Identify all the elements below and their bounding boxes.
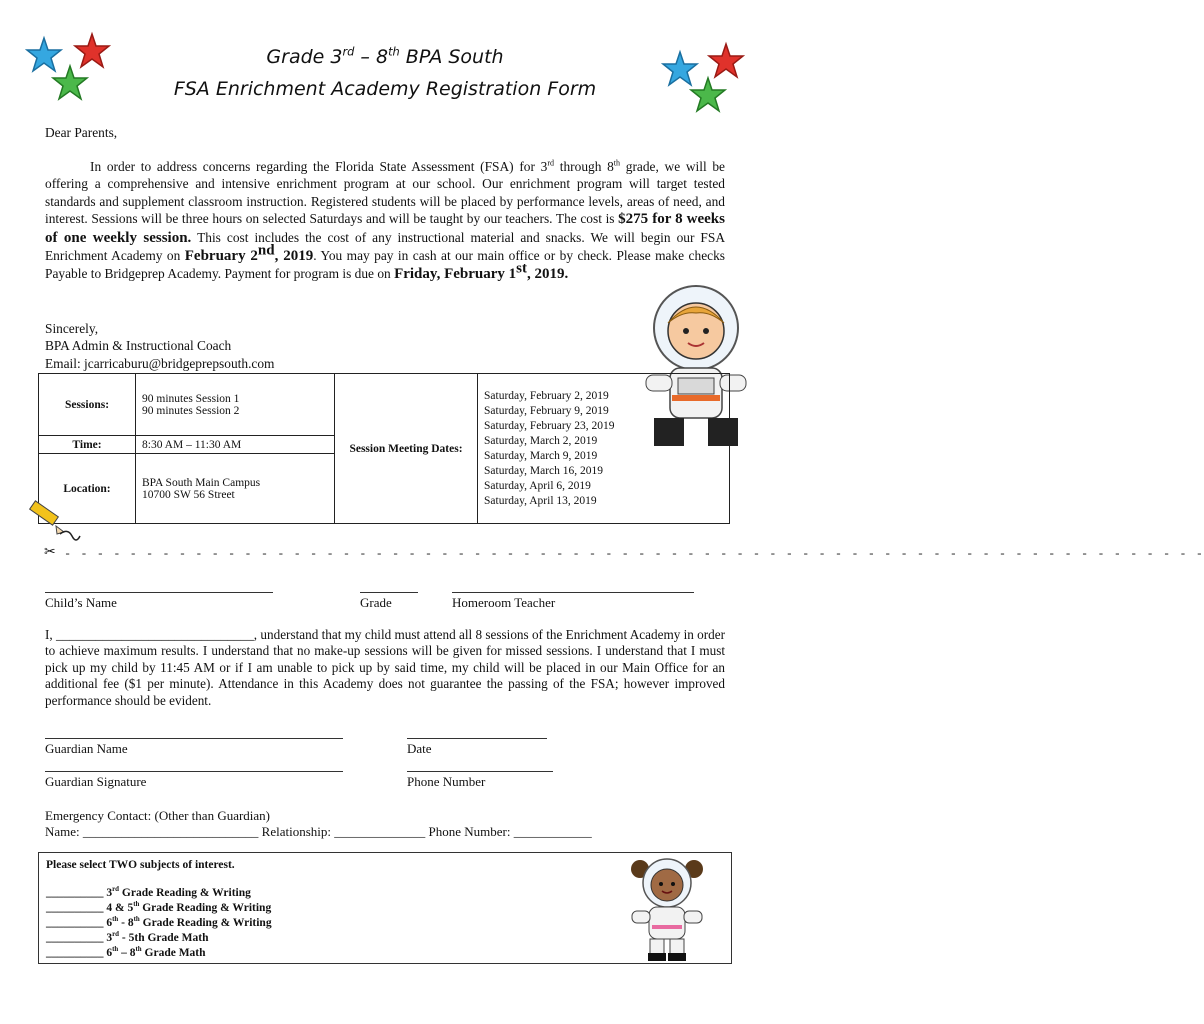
sessions-label: Sessions:	[39, 374, 136, 436]
subject-option[interactable]	[46, 886, 272, 901]
letter-closing: Sincerely, BPA Admin & Instructional Coach Email: jcarricaburu@bridgeprepsouth.com	[45, 321, 275, 371]
subject-label: 6	[103, 947, 113, 959]
sessions-value: 90 minutes Session 1 90 minutes Session 2	[136, 374, 335, 436]
subject-label: 6	[103, 917, 113, 929]
subject-blank: __________	[46, 932, 104, 944]
phone-number-label: Phone Number	[407, 774, 486, 789]
subject-option[interactable]	[46, 931, 272, 946]
pencil-icon	[26, 500, 82, 544]
agreement-text: I, ______________________________, understand that my child must attend all 8 sessions of the Enrichment Academy in order to achieve maximum results. I understand that no make-up sessions will be given for missed sessions. I understand that I must pick up my child by 11:45 AM or if I am unable to pick up by said time, my child will be placed in our Main Office for an additional fee ($1 per minute). Attendance in this Academy does not guarantee the passing of the FSA; however improved performance should be evident.	[45, 627, 725, 708]
meeting-date: Saturday, March 16, 2019	[484, 464, 604, 477]
subject-label: 4 & 5	[103, 902, 134, 914]
subject-label: 3	[103, 887, 113, 899]
meeting-dates-label: Session Meeting Dates:	[335, 374, 478, 524]
subject-blank: __________	[46, 887, 104, 899]
meeting-date: Saturday, March 2, 2019	[484, 434, 598, 447]
homeroom-field[interactable]	[452, 592, 694, 593]
emergency-contact-title: Emergency Contact: (Other than Guardian)	[45, 808, 271, 823]
grade-label: Grade	[360, 595, 392, 610]
date-label: Date	[407, 741, 432, 756]
meeting-date: Saturday, February 9, 2019	[484, 404, 609, 417]
subject-label: th	[135, 946, 142, 954]
subject-option[interactable]	[46, 946, 272, 961]
subject-label: th	[133, 916, 140, 924]
subject-label: th	[133, 901, 140, 909]
meeting-date: Saturday, March 9, 2019	[484, 449, 598, 462]
guardian-name-field[interactable]	[45, 738, 343, 739]
subject-label: Grade Reading & Writing	[119, 887, 251, 899]
letter-body: In order to address concerns regarding the Florida State Assessment (FSA) for 3rd through 8th grade, we will be offering a comprehensive and intensive enrichment program at our school. Our enrichment program will target tested standards and supplement classroom instruction. Registered students will be placed by performance levels, areas of need, and interest. Sessions will be three hours on selected Saturdays and will be taught by our teachers. The cost is $275 for 8 weeks of one weekly session. This cost includes the cost of any instructional material and snacks. We will begin our FSA Enrichment Academy on February 2nd, 2019. You may pay in cash at our main office or by check. Please make checks Payable to Bridgeprep Academy. Payment for program is due on Friday, February 1st, 2019.	[45, 158, 726, 283]
child-name-field[interactable]	[45, 592, 273, 593]
page-subtitle: FSA Enrichment Academy Registration Form	[173, 78, 597, 100]
scissors-icon: ✂	[44, 544, 56, 560]
subject-label: th	[112, 916, 119, 924]
meeting-date: Saturday, April 6, 2019	[484, 479, 591, 492]
subject-option[interactable]	[46, 901, 272, 916]
subject-label: rd	[112, 931, 120, 939]
phone-number-field[interactable]	[407, 771, 553, 772]
subject-label: Grade Math	[141, 947, 206, 959]
meeting-date: Saturday, February 23, 2019	[484, 419, 615, 432]
astronaut-girl-illustration	[624, 855, 710, 965]
subject-label: Grade Reading & Writing	[139, 902, 272, 914]
page-title: Grade 3rd – 8th BPA South	[266, 44, 504, 68]
subject-label: 3	[103, 932, 113, 944]
location-value: BPA South Main Campus 10700 SW 56 Street	[136, 454, 335, 524]
subject-label: - 8	[118, 917, 134, 929]
meeting-dates-list	[478, 374, 730, 524]
subjects-list	[46, 886, 272, 961]
subject-option[interactable]	[46, 916, 272, 931]
emergency-contact-line[interactable]: Name: ___________________________ Relationship: ______________ Phone Number: ____________	[45, 824, 592, 839]
subject-label: - 5th Grade Math	[119, 932, 209, 944]
meeting-date: Saturday, February 2, 2019	[484, 389, 609, 402]
location-label: Location:	[39, 454, 136, 524]
subject-label: – 8	[118, 947, 136, 959]
time-label: Time:	[39, 436, 136, 454]
date-field[interactable]	[407, 738, 547, 739]
subject-label: th	[112, 946, 119, 954]
subjects-heading: Please select TWO subjects of interest.	[46, 859, 235, 871]
sessions-table	[38, 373, 730, 524]
guardian-signature-field[interactable]	[45, 771, 343, 772]
child-name-label: Child’s Name	[45, 595, 117, 610]
subject-label: Grade Reading & Writing	[139, 917, 272, 929]
subject-blank: __________	[46, 947, 104, 959]
meeting-date: Saturday, April 13, 2019	[484, 494, 597, 507]
subject-blank: __________	[46, 917, 104, 929]
subject-blank: __________	[46, 902, 104, 914]
subject-label: rd	[112, 886, 120, 894]
guardian-name-label: Guardian Name	[45, 741, 128, 756]
greeting: Dear Parents,	[45, 125, 118, 140]
guardian-signature-label: Guardian Signature	[45, 774, 147, 789]
grade-field[interactable]	[360, 592, 418, 593]
cut-line: - - - - - - - - - - - - - - - - - - - - - - - - - - - - - - - - - - - - - - - - - - - - - - - - - - - - - - - - - - - - - - - - - - - - - -	[64, 547, 1204, 561]
homeroom-label: Homeroom Teacher	[452, 595, 556, 610]
time-value: 8:30 AM – 11:30 AM	[136, 436, 335, 454]
